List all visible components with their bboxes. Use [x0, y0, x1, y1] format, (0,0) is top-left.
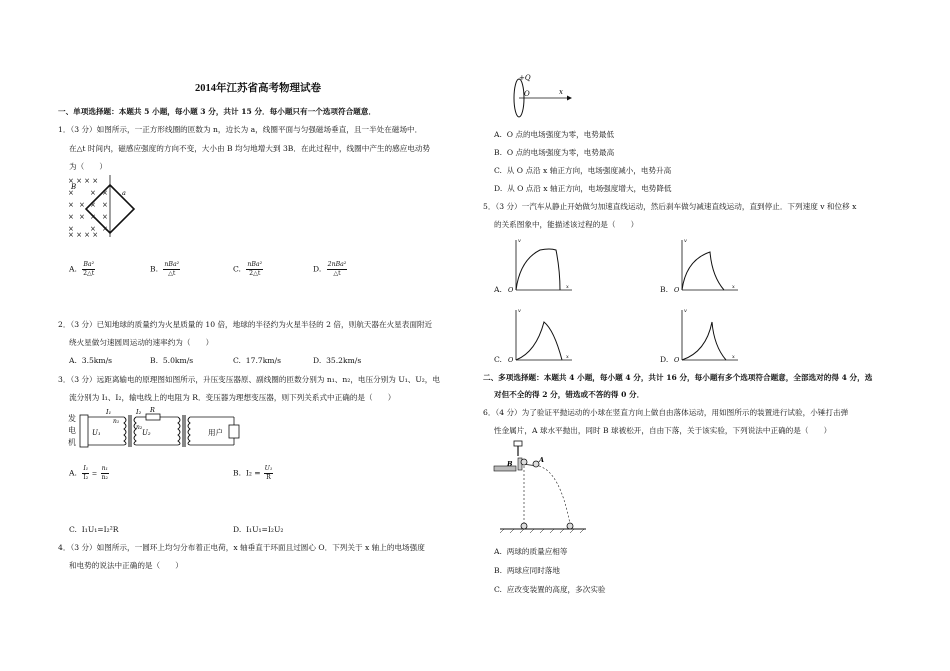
q2-option-a[interactable]: A. 3.5km/s — [69, 356, 113, 365]
q6-apparatus-figure — [494, 440, 594, 535]
q3-option-d[interactable]: D. I₁U₁=I₂U₂ — [233, 525, 284, 534]
q4-option-a[interactable]: A. O 点的电场强度为零，电势最低 — [494, 130, 615, 139]
step-up-primary-coil — [124, 417, 126, 445]
q1-line3: 为（ ） — [69, 162, 107, 171]
section2-heading-2: 对但不全的得 2 分，错选或不答的得 0 分． — [494, 390, 645, 399]
svg-text:B: B — [507, 460, 513, 468]
svg-text:I₁: I₁ — [106, 408, 112, 416]
q5-line1: 5．（3 分）一汽车从静止开始做匀加速直线运动，然后刹车做匀减速直线运动，直到停止．下列速度 v 和位移 x — [483, 202, 857, 211]
svg-text:O: O — [524, 90, 530, 98]
q1-label-b: B — [71, 183, 77, 191]
option-letter: A. — [69, 264, 77, 274]
svg-text:v: v — [518, 308, 521, 314]
generator-label — [68, 413, 76, 447]
svg-text:v: v — [684, 238, 687, 244]
q6-option-a[interactable]: A. 两球的质量应相等 — [494, 547, 568, 556]
svg-text:× × × ×: × × × × — [68, 177, 99, 185]
svg-text:发: 发 — [68, 414, 76, 423]
section2-heading: 二、多项选择题：本题共 4 小题，每小题 4 分，共计 16 分，每小题有多个选项符合题意，全部选对的得 4 分，选 — [483, 373, 873, 382]
q1-option-d[interactable] — [313, 262, 347, 277]
q1-option-a[interactable] — [69, 262, 95, 277]
svg-text:I₂: I₂ — [136, 408, 142, 416]
q1-a-fraction: $\frac{\text{Ba²}}{2\triangle t}$ — [83, 261, 95, 278]
q5-graph-c — [506, 306, 576, 364]
ground-hatch — [500, 529, 584, 533]
q4-line1: 4．（3 分）如图所示，一圆环上均匀分布着正电荷，x 轴垂直于环面且过圆心 O．下列关于 x 轴上的电场强度 — [58, 543, 425, 552]
option-letter: D. — [313, 264, 322, 274]
step-down-primary-coil — [178, 417, 180, 445]
svg-text:×: × — [102, 225, 108, 233]
q5-option-d[interactable]: D. — [660, 355, 669, 364]
svg-text:×: × — [90, 213, 96, 221]
generator-box — [80, 415, 88, 447]
svg-text:×: × — [68, 213, 74, 221]
exam-title: 2014年江苏省高考物理试卷 — [195, 83, 321, 94]
q5-option-a[interactable]: A. — [494, 285, 502, 294]
curve-a — [516, 249, 560, 290]
q1-coil-figure — [66, 175, 146, 250]
curve-b — [682, 252, 724, 290]
svg-text:×: × — [79, 201, 85, 209]
svg-text:v: v — [518, 238, 521, 244]
curve-c — [516, 322, 562, 360]
q2-line1: 2．（3 分）已知地球的质量约为火星质量的 10 倍，地球的半径约为火星半径的 2 倍，则航天器在火星表面附近 — [58, 320, 433, 329]
q3-option-b[interactable]: B. I₂ = $\frac{\text{U₁}}{R}$ — [233, 465, 273, 482]
svg-text:机: 机 — [68, 438, 76, 447]
svg-text:×: × — [102, 189, 108, 197]
q5-option-c[interactable]: C. — [494, 355, 502, 364]
q2-option-d[interactable]: D. 35.2km/s — [313, 356, 362, 365]
svg-text:n₁: n₁ — [113, 418, 120, 425]
user-load-box — [229, 425, 239, 438]
q1-option-b[interactable] — [150, 262, 180, 277]
svg-text:O: O — [508, 286, 514, 294]
svg-text:用户: 用户 — [208, 428, 223, 437]
line-resistor — [146, 414, 160, 420]
q1-d-fraction: $\frac{\text{2nBa²}}{\triangle t}$ — [327, 261, 347, 278]
q3-line1: 3．（3 分）远距离输电的原理图如图所示，升压变压器原、副线圈的匝数分别为 n₁、n₂，电压分别为 U₁、U₂，电 — [58, 375, 440, 384]
q4-option-c[interactable]: C. 从 O 点沿 x 轴正方向，电场强度减小，电势升高 — [494, 166, 672, 175]
svg-text:×: × — [102, 213, 108, 221]
q4-ring-figure — [505, 72, 575, 130]
svg-text:U₁: U₁ — [92, 429, 101, 437]
svg-text:x: x — [559, 88, 563, 96]
q4-line2: 和电势的说法中正确的是（ ） — [69, 561, 183, 570]
q6-line2: 性金属片，A 球水平抛出，同时 B 球被松开，自由下落，关于该实验，下列说法中正确的是（ ） — [494, 426, 832, 435]
svg-text:R: R — [150, 406, 155, 414]
q6-line1: 6．（4 分）为了验证平抛运动的小球在竖直方向上做自由落体运动，用如图所示的装置进行试验，小锤打击弹 — [483, 408, 849, 417]
q5-line2: 的关系图象中，能描述该过程的是（ ） — [494, 220, 639, 229]
q5-graph-d — [672, 306, 742, 364]
q3-option-c[interactable]: C. I₁U₁=I₂²R — [69, 525, 119, 534]
svg-text:× × × ×: × × × × — [68, 231, 99, 239]
trajectory-a — [539, 466, 570, 524]
option-letter: B. — [150, 264, 158, 274]
q6-option-b[interactable]: B. 两球应同时落地 — [494, 566, 560, 575]
q6-option-c[interactable]: C. 应改变装置的高度，多次实验 — [494, 585, 606, 594]
svg-text:×: × — [79, 213, 85, 221]
svg-text:O: O — [674, 286, 680, 294]
q1-line1: 1．（3 分）如图所示，一正方形线圈的匝数为 n，边长为 a，线圈平面与匀强磁场垂直，且一半处在磁场中． — [58, 125, 423, 134]
svg-text:×: × — [68, 189, 74, 197]
q2-option-c[interactable]: C. 17.7km/s — [233, 356, 281, 365]
q3-transmission-figure — [66, 405, 246, 457]
q2-line2: 绕火星做匀速圆周运动的速率约为（ ） — [69, 338, 214, 347]
svg-text:x: x — [566, 354, 569, 360]
step-up-secondary-coil — [134, 417, 136, 445]
svg-text:电: 电 — [68, 426, 76, 435]
svg-text:A: A — [539, 456, 545, 464]
svg-text:O: O — [508, 356, 514, 364]
svg-text:×: × — [102, 201, 108, 209]
q1-option-c[interactable] — [233, 262, 263, 277]
svg-text:x: x — [732, 354, 735, 360]
q5-graph-b — [672, 236, 742, 294]
svg-text:n₂: n₂ — [136, 424, 143, 431]
svg-text:O: O — [674, 356, 680, 364]
svg-text:v: v — [684, 308, 687, 314]
svg-text:U₂: U₂ — [142, 429, 151, 437]
svg-text:×: × — [90, 225, 96, 233]
option-letter: C. — [233, 264, 241, 274]
q2-option-b[interactable]: B. 5.0km/s — [150, 356, 194, 365]
section1-heading: 一、单项选择题：本题共 5 小题，每小题 3 分，共计 15 分．每小题只有一个选项符合题意． — [58, 107, 376, 116]
svg-text:+Q: +Q — [519, 74, 531, 82]
curve-d — [682, 322, 726, 360]
step-down-secondary-coil — [188, 417, 190, 445]
q1-c-fraction: $\frac{\text{nBa²}}{2\triangle t}$ — [247, 261, 263, 278]
q3-option-a[interactable]: A. $\frac{\text{I₁}}{\text{I₂}}$ = $\frac{\text{n₁}}{\text{n₂}}$ — [69, 465, 109, 482]
svg-text:x: x — [732, 284, 735, 290]
stand-base — [494, 466, 516, 471]
ball-b — [521, 459, 527, 465]
q5-option-b[interactable]: B. — [660, 285, 668, 294]
svg-text:×: × — [68, 201, 74, 209]
hammer-head — [514, 441, 522, 446]
svg-text:×: × — [90, 201, 96, 209]
q4-option-d[interactable]: D. 从 O 点沿 x 轴正方向，电场强度增大，电势降低 — [494, 184, 672, 193]
svg-text:x: x — [566, 284, 569, 290]
q3-line2: 流分别为 I₁、I₂，输电线上的电阻为 R．变压器为理想变压器，则下列关系式中正确的是（ ） — [69, 393, 396, 402]
q1-label-a: a — [122, 189, 126, 197]
svg-text:×: × — [90, 189, 96, 197]
q4-option-b[interactable]: B. O 点的电场强度为零，电势最高 — [494, 148, 615, 157]
svg-text:×: × — [68, 225, 74, 233]
q5-graph-a — [506, 236, 576, 294]
q1-b-fraction: $\frac{\text{nBa²}}{\triangle t}$ — [164, 261, 180, 278]
q1-line2: 在△t 时间内，磁感应强度的方向不变，大小由 B 均匀地增大到 3B．在此过程中，线圈中产生的感应电动势 — [69, 144, 431, 153]
